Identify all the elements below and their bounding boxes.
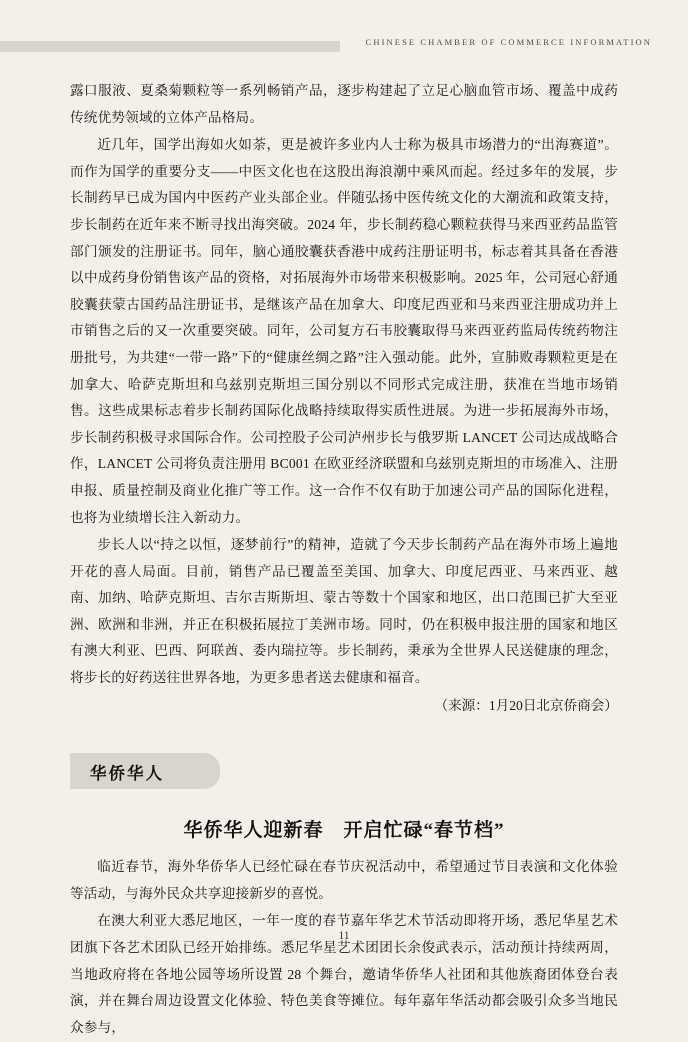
paragraph-global-markets: 步长人以“持之以恒，逐梦前行”的精神，造就了今天步长制药产品在海外市场上遍地开花的喜人局面。目前，销售产品已覆盖至美国、加拿大、印度尼西亚、马来西亚、越南、加纳、哈萨克斯坦、吉尔吉斯斯坦、蒙古等数十个国家和地区，出口范围已扩大至亚洲、欧洲和非洲，并正在积极拓展拉丁美洲市场。同时，仍在积极申报注册的国家和地区有澳大利亚、巴西、阿联酋、委内瑞拉等。步长制药，秉承为全世界人民送健康的理念，将步长的好药送往世界各地，为更多患者送去健康和福音。 [70, 537, 618, 686]
article-title: 华侨华人迎新春 开启忙碌“春节档” [183, 820, 505, 842]
section-heading-overseas-chinese [70, 753, 618, 789]
source-note: （来源：1月20日北京侨商会） [434, 697, 618, 713]
running-header-title: CHINESE CHAMBER OF COMMERCE INFORMATION [365, 37, 652, 47]
article-paragraph-1: 临近春节，海外华侨华人已经忙碌在春节庆祝活动中，希望通过节目表演和文化体验等活动，与海外民众共享迎接新岁的喜悦。 [70, 859, 618, 901]
page-content [70, 78, 618, 1042]
header-rule [0, 41, 340, 52]
paragraph-continued: 露口服液、夏桑菊颗粒等一系列畅销产品，逐步构建起了立足心脑血管市场、覆盖中成药传统优势领域的立体产品格局。 [70, 83, 618, 125]
section-tab-label: 华侨华人 [90, 764, 164, 784]
page-number: 11 [338, 930, 350, 942]
article-paragraph-2: 在澳大利亚大悉尼地区，一年一度的春节嘉年华艺术节活动即将开场，悉尼华星艺术团旗下各艺术团队已经开始排练。悉尼华星艺术团团长余俊武表示，活动预计持续两周，当地政府将在各地公园等场所设置 28 个舞台，邀请华侨华人社团和其他族裔团体登台表演，并在舞台周边设置文化体验、特色美食等摊位。每年嘉年华活动都会吸引众多当地民众参与， [70, 913, 618, 1035]
paragraph-overseas-expansion: 近几年，国学出海如火如荼，更是被许多业内人士称为极具市场潜力的“出海赛道”。而作为国学的重要分支——中医文化也在这股出海浪潮中乘风而起。经过多年的发展，步长制药早已成为国内中医药产业头部企业。伴随弘扬中医传统文化的大潮流和政策支持，步长制药在近年来不断寻找出海突破。2024 年，步长制药稳心颗粒获得马来西亚药品监管部门颁发的注册证书。同年，脑心通胶囊获香港中成药注册证明书，标志着其具备在香港以中成药身份销售该产品的资格，对拓展海外市场带来积极影响。2025 年，公司冠心舒通胶囊获蒙古国药品注册证书，是继该产品在加拿大、印度尼西亚和马来西亚注册成功并上市销售之后的又一次重要突破。同年，公司复方石韦胶囊取得马来西亚药监局传统药物注册批号，为共建“一带一路”下的“健康丝绸之路”注入强动能。此外，宣肺败毒颗粒更是在加拿大、哈萨克斯坦和乌兹别克斯坦三国分别以不同形式完成注册，获准在当地市场销售。这些成果标志着步长制药国际化战略持续取得实质性进展。为进一步拓展海外市场，步长制药积极寻求国际合作。公司控股子公司泸州步长与俄罗斯 LANCET 公司达成战略合作，LANCET 公司将负责注册用 BC001 在欧亚经济联盟和乌兹别克斯坦的市场准入、注册申报、质量控制及商业化推广等工作。这一合作不仅有助于加速公司产品的国际化进程，也将为业绩增长注入新动力。 [70, 137, 618, 525]
page-header [0, 32, 688, 52]
